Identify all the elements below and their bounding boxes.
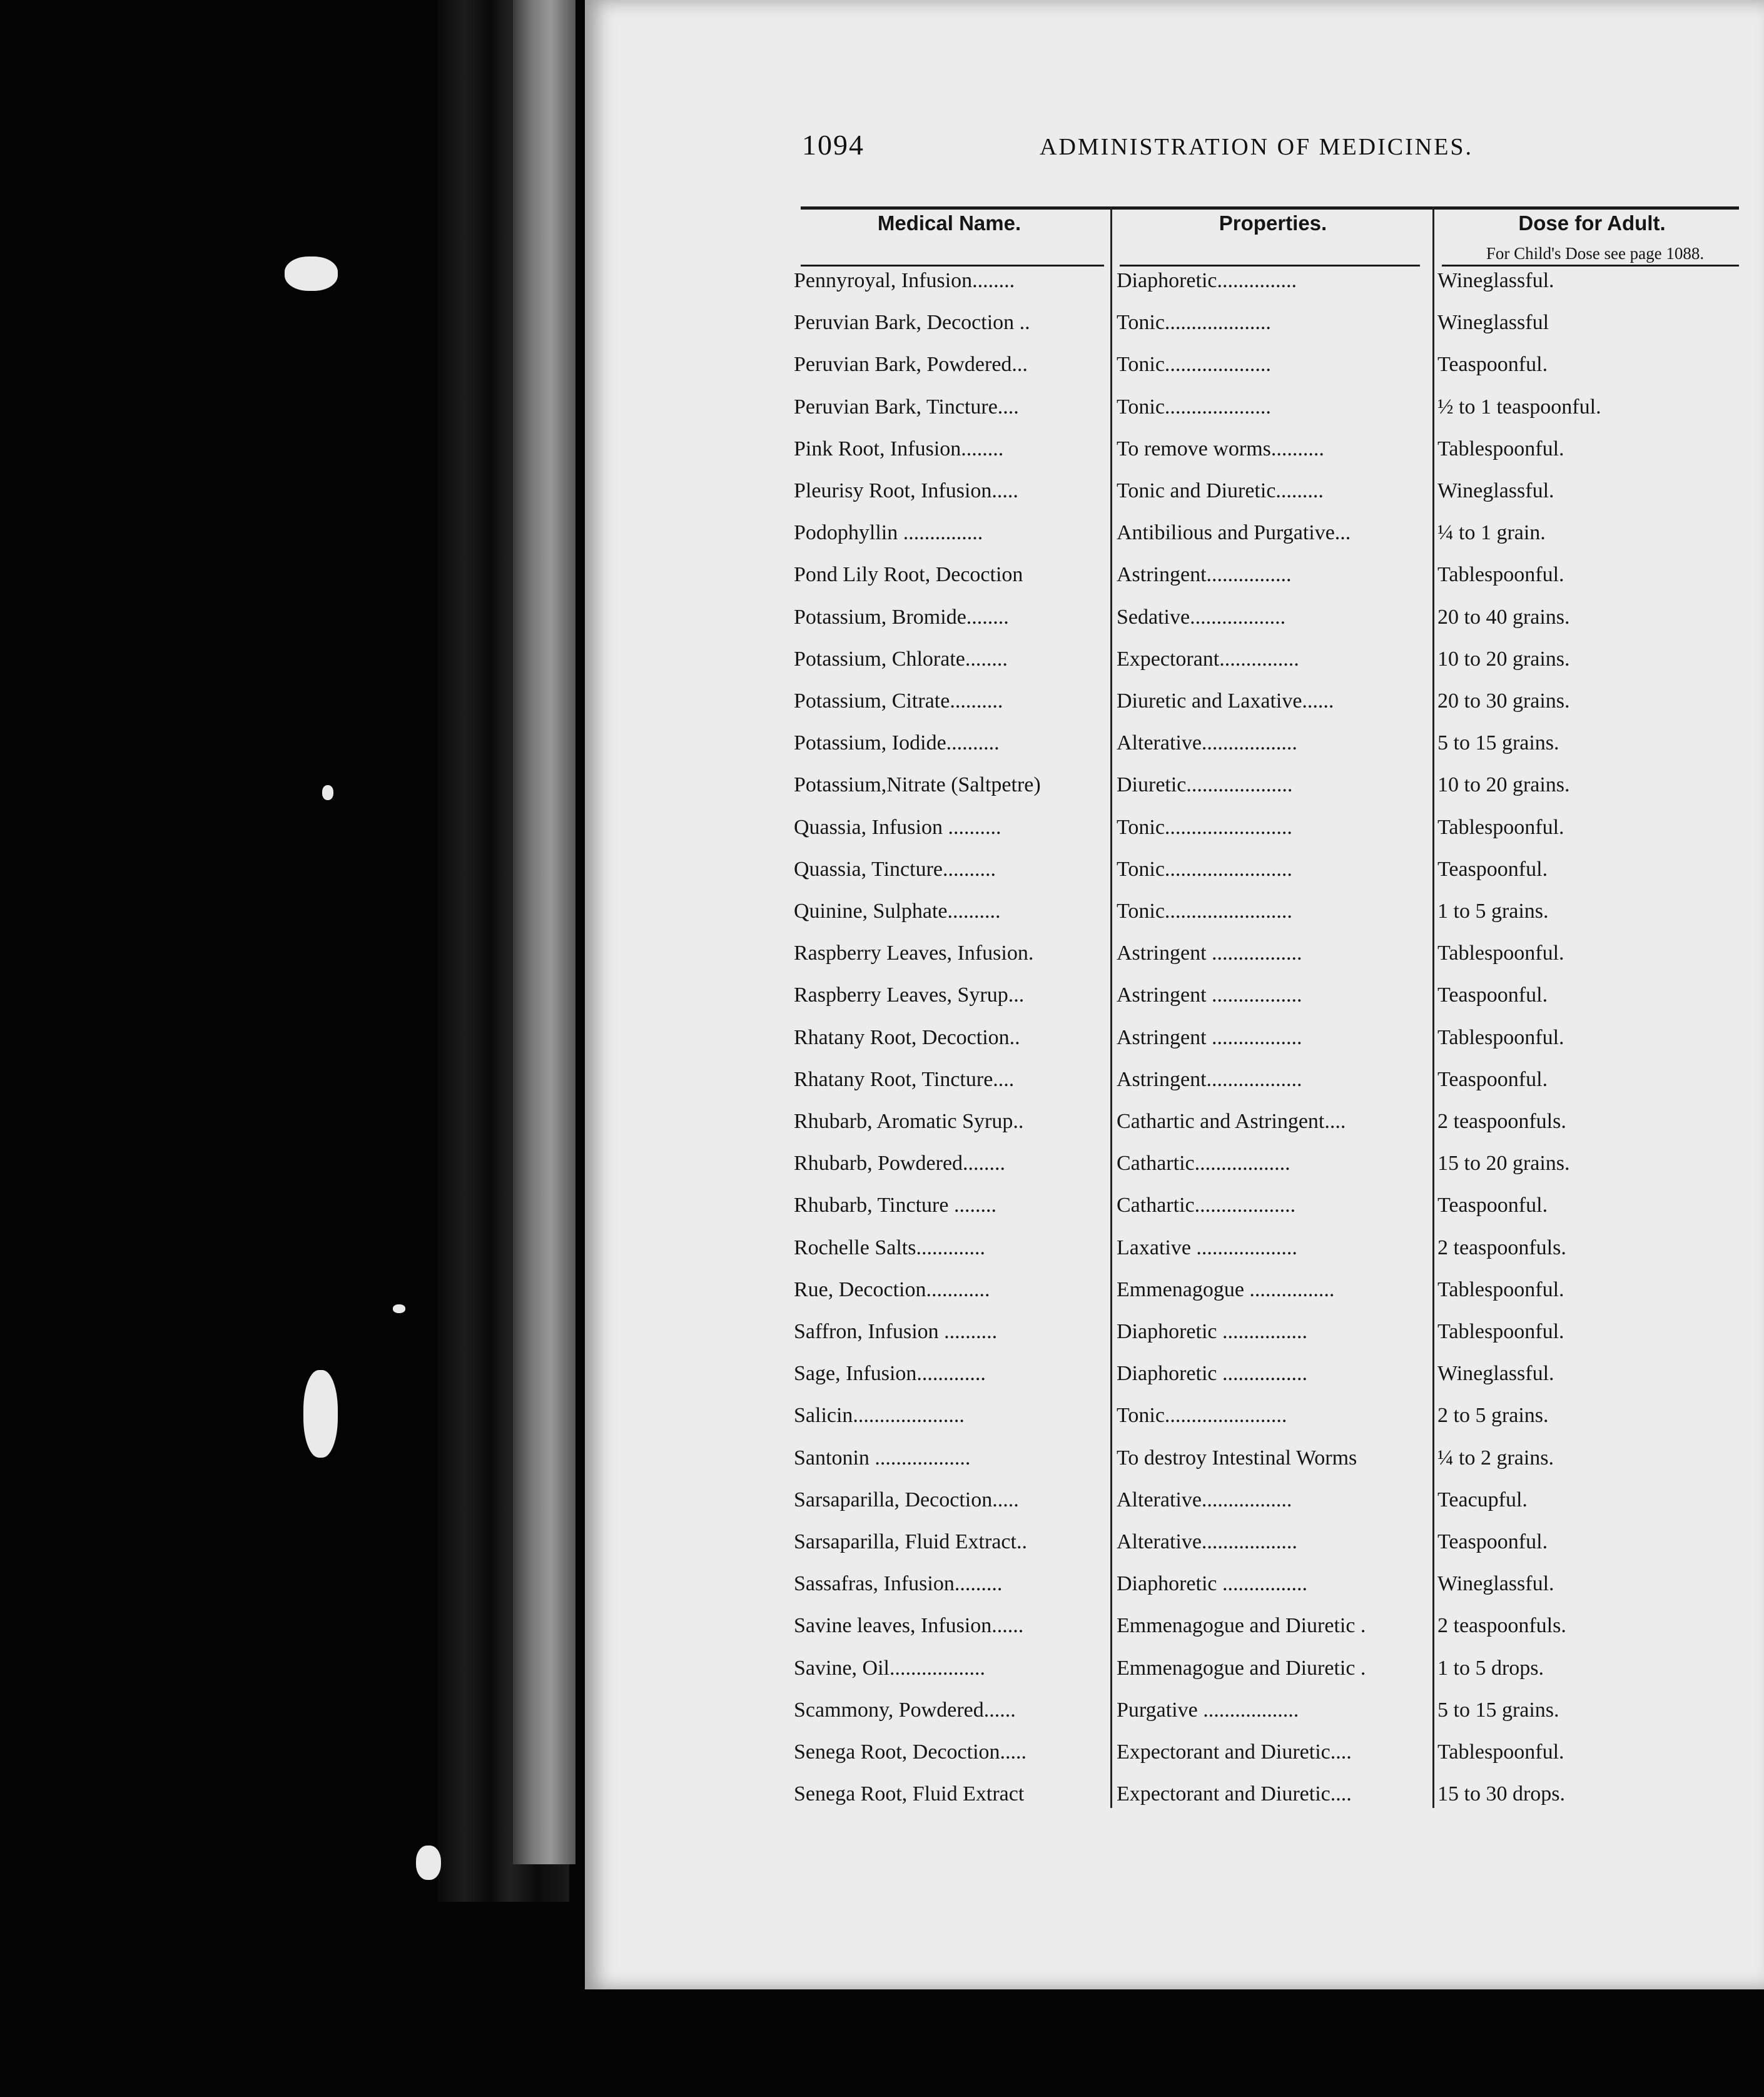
properties-cell: Tonic........................: [1117, 815, 1292, 839]
properties-cell: Astringent..................: [1117, 1067, 1302, 1091]
dose-cell: Tablespoonful.: [1437, 1277, 1564, 1301]
medical-name-cell: Rhubarb, Aromatic Syrup..: [794, 1110, 1024, 1133]
properties-cell: Tonic........................: [1117, 900, 1292, 923]
dose-cell: 2 teaspoonfuls.: [1437, 1236, 1566, 1259]
dose-cell: Teaspoonful.: [1437, 857, 1548, 881]
header-rule: [801, 265, 1104, 267]
page-number: 1094: [802, 129, 864, 161]
medical-name-cell: Sarsaparilla, Fluid Extract..: [794, 1530, 1027, 1553]
dose-cell: Wineglassful.: [1437, 1572, 1554, 1596]
table-row: [785, 1740, 1742, 1782]
table-row: [785, 816, 1742, 858]
table-row: [785, 521, 1742, 563]
table-row: [785, 689, 1742, 731]
medical-name-cell: Sage, Infusion.............: [794, 1362, 986, 1386]
properties-cell: Diuretic and Laxative......: [1117, 689, 1334, 713]
medical-name-cell: Sassafras, Infusion.........: [794, 1572, 1003, 1596]
book-binding: [0, 0, 575, 2097]
table-row: [785, 1530, 1742, 1572]
running-title: ADMINISTRATION OF MEDICINES.: [1040, 134, 1474, 160]
paper-fleck: [322, 785, 333, 800]
page-shadow: [585, 1989, 1764, 2097]
medical-name-cell: Potassium, Chlorate........: [794, 647, 1008, 671]
medical-name-cell: Potassium, Citrate..........: [794, 689, 1003, 713]
paper-fleck: [285, 256, 338, 291]
table-row: [785, 606, 1742, 647]
medical-name-cell: Senega Root, Decoction.....: [794, 1740, 1027, 1764]
table-row: [785, 731, 1742, 773]
table-row: [785, 269, 1742, 311]
properties-cell: Diaphoretic ................: [1117, 1362, 1307, 1386]
properties-cell: Expectorant and Diuretic....: [1117, 1740, 1352, 1764]
dose-cell: Tablespoonful.: [1437, 1025, 1564, 1049]
table-row: [785, 1236, 1742, 1278]
dose-cell: 2 teaspoonfuls.: [1437, 1614, 1566, 1638]
dose-cell: 2 teaspoonfuls.: [1437, 1110, 1566, 1133]
properties-cell: Astringent .................: [1117, 1025, 1302, 1049]
medical-name-cell: Savine leaves, Infusion......: [794, 1614, 1024, 1638]
medical-name-cell: Quinine, Sulphate..........: [794, 900, 1001, 923]
medical-name-cell: Rhatany Root, Tincture....: [794, 1067, 1015, 1091]
table-row: [785, 1698, 1742, 1740]
table-row: [785, 773, 1742, 815]
dose-cell: ¼ to 2 grains.: [1437, 1446, 1554, 1470]
medical-name-cell: Raspberry Leaves, Infusion.: [794, 942, 1034, 965]
dose-cell: Tablespoonful.: [1437, 942, 1564, 965]
table-top-rule: [801, 206, 1739, 210]
dose-cell: 10 to 20 grains.: [1437, 647, 1570, 671]
table-row: [785, 1657, 1742, 1698]
table-row: [785, 311, 1742, 353]
medical-name-cell: Savine, Oil..................: [794, 1656, 985, 1680]
properties-cell: Diaphoretic ................: [1117, 1320, 1307, 1343]
properties-cell: Cathartic..................: [1117, 1152, 1290, 1175]
dose-cell: ¼ to 1 grain.: [1437, 521, 1546, 545]
table-row: [785, 1782, 1742, 1824]
table-row: [785, 1572, 1742, 1614]
properties-cell: Astringent................: [1117, 563, 1292, 587]
properties-cell: To remove worms..........: [1117, 437, 1324, 460]
properties-cell: Diaphoretic...............: [1117, 269, 1297, 292]
medical-name-cell: Sarsaparilla, Decoction.....: [794, 1488, 1019, 1511]
medical-name-cell: Podophyllin ...............: [794, 521, 983, 545]
table-row: [785, 1446, 1742, 1488]
properties-cell: Astringent .................: [1117, 942, 1302, 965]
dose-cell: Tablespoonful.: [1437, 815, 1564, 839]
table-row: [785, 1362, 1742, 1404]
medical-name-cell: Senega Root, Fluid Extract: [794, 1782, 1025, 1806]
header-rule: [1120, 265, 1420, 267]
table-row: [785, 1320, 1742, 1362]
table-row: [785, 942, 1742, 983]
medical-name-cell: Peruvian Bark, Powdered...: [794, 353, 1028, 377]
dose-cell: Wineglassful.: [1437, 479, 1554, 502]
properties-cell: Alterative.................: [1117, 1488, 1292, 1511]
dose-cell: 2 to 5 grains.: [1437, 1404, 1549, 1428]
medical-name-cell: Pleurisy Root, Infusion.....: [794, 479, 1018, 502]
properties-cell: Antibilious and Purgative...: [1117, 521, 1351, 545]
dose-cell: 10 to 20 grains.: [1437, 773, 1570, 797]
dose-cell: Tablespoonful.: [1437, 563, 1564, 587]
dose-cell: 5 to 15 grains.: [1437, 1698, 1559, 1722]
table-row: [785, 1488, 1742, 1530]
dose-cell: ½ to 1 teaspoonful.: [1437, 395, 1601, 419]
dose-cell: Wineglassful.: [1437, 1362, 1554, 1386]
table-row: [785, 983, 1742, 1025]
dosage-table: [785, 206, 1742, 1814]
medical-name-cell: Quassia, Tincture..........: [794, 857, 996, 881]
table-row: [785, 1068, 1742, 1110]
table-row: [785, 1278, 1742, 1320]
medical-name-cell: Salicin.....................: [794, 1404, 965, 1428]
table-row: [785, 437, 1742, 479]
dose-cell: Teacupful.: [1437, 1488, 1528, 1511]
properties-cell: To destroy Intestinal Worms: [1117, 1446, 1357, 1470]
properties-cell: Diaphoretic ................: [1117, 1572, 1307, 1596]
dose-cell: 15 to 20 grains.: [1437, 1152, 1570, 1175]
dose-cell: Teaspoonful.: [1437, 353, 1548, 377]
dose-cell: Tablespoonful.: [1437, 1320, 1564, 1343]
properties-cell: Tonic and Diuretic.........: [1117, 479, 1324, 502]
table-row: [785, 563, 1742, 605]
dose-cell: 1 to 5 grains.: [1437, 900, 1549, 923]
properties-cell: Diuretic....................: [1117, 773, 1293, 797]
table-row: [785, 1110, 1742, 1152]
medical-name-cell: Rue, Decoction............: [794, 1277, 990, 1301]
properties-cell: Cathartic...................: [1117, 1194, 1296, 1217]
medical-name-cell: Raspberry Leaves, Syrup...: [794, 983, 1025, 1007]
table-row: [785, 479, 1742, 521]
table-row: [785, 1614, 1742, 1656]
properties-cell: Tonic....................: [1117, 353, 1271, 377]
properties-cell: Tonic....................: [1117, 311, 1271, 335]
table-row: [785, 647, 1742, 689]
medical-name-cell: Pennyroyal, Infusion........: [794, 269, 1015, 292]
properties-cell: Astringent .................: [1117, 983, 1302, 1007]
properties-cell: Alterative..................: [1117, 731, 1297, 755]
medical-name-cell: Scammony, Powdered......: [794, 1698, 1016, 1722]
medical-name-cell: Rhubarb, Tincture ........: [794, 1194, 996, 1217]
table-row: [785, 353, 1742, 395]
paper-fleck: [303, 1370, 338, 1458]
header-rule: [1442, 265, 1739, 267]
dose-cell: 15 to 30 drops.: [1437, 1782, 1565, 1806]
medical-name-cell: Rhatany Root, Decoction..: [794, 1025, 1020, 1049]
dose-cell: 20 to 30 grains.: [1437, 689, 1570, 713]
table-row: [785, 1026, 1742, 1068]
page-stack-edge: [513, 0, 575, 1864]
table-row: [785, 900, 1742, 942]
dose-cell: Teaspoonful.: [1437, 1194, 1548, 1217]
medical-name-cell: Santonin ..................: [794, 1446, 971, 1470]
table-row: [785, 395, 1742, 437]
dose-cell: Teaspoonful.: [1437, 1530, 1548, 1553]
medical-name-cell: Pink Root, Infusion........: [794, 437, 1004, 460]
dose-cell: Tablespoonful.: [1437, 1740, 1564, 1764]
medical-name-cell: Peruvian Bark, Tincture....: [794, 395, 1019, 419]
paper-fleck: [416, 1846, 441, 1880]
medical-name-cell: Saffron, Infusion ..........: [794, 1320, 998, 1343]
header-medical-name: Medical Name.: [877, 211, 1021, 235]
properties-cell: Emmenagogue and Diuretic .: [1117, 1614, 1366, 1638]
properties-cell: Expectorant...............: [1117, 647, 1299, 671]
properties-cell: Cathartic and Astringent....: [1117, 1110, 1346, 1133]
properties-cell: Emmenagogue ................: [1117, 1277, 1335, 1301]
medical-name-cell: Rochelle Salts.............: [794, 1236, 985, 1259]
dose-cell: Teaspoonful.: [1437, 1067, 1548, 1091]
header-dose-note: For Child's Dose see page 1088.: [1486, 244, 1705, 263]
medical-name-cell: Potassium,Nitrate (Saltpetre): [794, 773, 1041, 797]
dose-cell: Wineglassful.: [1437, 269, 1554, 292]
table-row: [785, 858, 1742, 900]
table-row: [785, 1194, 1742, 1236]
table-row: [785, 1404, 1742, 1446]
dose-cell: 1 to 5 drops.: [1437, 1656, 1544, 1680]
properties-cell: Expectorant and Diuretic....: [1117, 1782, 1352, 1806]
medical-name-cell: Potassium, Bromide........: [794, 605, 1009, 629]
dose-cell: 20 to 40 grains.: [1437, 605, 1570, 629]
medical-name-cell: Potassium, Iodide..........: [794, 731, 1000, 755]
medical-name-cell: Quassia, Infusion ..........: [794, 815, 1001, 839]
paper-fleck: [393, 1304, 405, 1313]
dose-cell: Wineglassful: [1437, 311, 1549, 335]
medical-name-cell: Peruvian Bark, Decoction ..: [794, 311, 1030, 335]
properties-cell: Tonic....................: [1117, 395, 1271, 419]
properties-cell: Emmenagogue and Diuretic .: [1117, 1656, 1366, 1680]
header-properties: Properties.: [1219, 211, 1327, 235]
dose-cell: 5 to 15 grains.: [1437, 731, 1559, 755]
header-dose: Dose for Adult.: [1518, 211, 1666, 235]
dose-cell: Tablespoonful.: [1437, 437, 1564, 460]
properties-cell: Alterative..................: [1117, 1530, 1297, 1553]
properties-cell: Purgative ..................: [1117, 1698, 1299, 1722]
medical-name-cell: Pond Lily Root, Decoction: [794, 563, 1023, 587]
properties-cell: Tonic.......................: [1117, 1404, 1287, 1428]
properties-cell: Tonic........................: [1117, 857, 1292, 881]
medical-name-cell: Rhubarb, Powdered........: [794, 1152, 1006, 1175]
properties-cell: Sedative..................: [1117, 605, 1286, 629]
properties-cell: Laxative ...................: [1117, 1236, 1297, 1259]
table-row: [785, 1152, 1742, 1194]
page-header: [802, 128, 1521, 166]
dose-cell: Teaspoonful.: [1437, 983, 1548, 1007]
